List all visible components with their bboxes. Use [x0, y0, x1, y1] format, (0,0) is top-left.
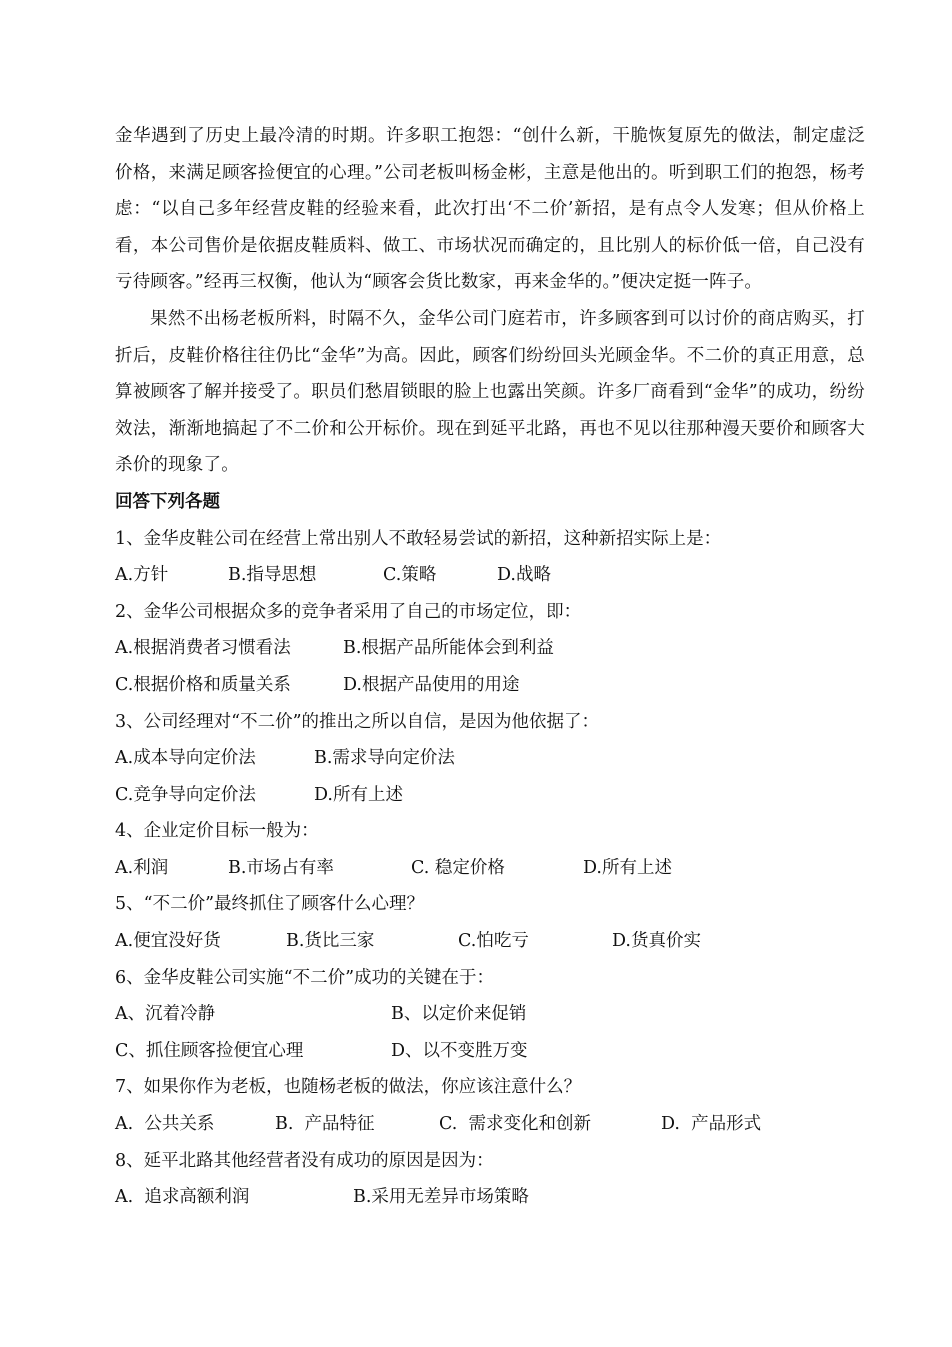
question-8-options	[115, 1179, 865, 1216]
option-c: C.策略	[383, 565, 437, 586]
option-c: C. 需求变化和创新	[439, 1114, 591, 1135]
option-c: C.根据价格和质量关系	[115, 674, 291, 695]
question-3-options-row-1	[115, 740, 865, 777]
option-b: B.货比三家	[286, 931, 375, 952]
question-7: 7、如果你作为老板，也随杨老板的做法，你应该注意什么？	[115, 1077, 582, 1098]
option-b: B.需求导向定价法	[314, 748, 455, 769]
option-a: A、沉着冷静	[115, 1004, 216, 1025]
option-c: C.怕吃亏	[458, 931, 529, 952]
passage-paragraph-1: 金华遇到了历史上最冷清的时期。许多职工抱怨：“创什么新，干脆恢复原先的做法，制定虚泛价格，来满足顾客捡便宜的心理。”公司老板叫杨金彬，主意是他出的。听到职工们的抱怨，杨考虑：“以自己多年经营皮鞋的经验来看，此次打出‘不二价’新招，是有点令人发寒；但从价格上看，本公司售价是依据皮鞋质料、做工、市场状况而确定的，且比别人的标价低一倍，自己没有亏待顾客。”经再三权衡，他认为“顾客会货比数家，再来金华的。”便决定挺一阵子。	[115, 126, 865, 293]
question-6: 6、金华皮鞋公司实施“不二价”成功的关键在于：	[115, 967, 495, 988]
question-2-options-row-1	[115, 630, 865, 667]
option-c: C.竞争导向定价法	[115, 784, 256, 805]
question-1: 1、金华皮鞋公司在经营上常出别人不敢轻易尝试的新招，这种新招实际上是：	[115, 528, 722, 549]
option-b: B.根据产品所能体会到利益	[343, 638, 554, 659]
option-a: A. 公共关系	[115, 1114, 215, 1135]
question-6-options-row-2	[115, 1033, 865, 1070]
question-7-options	[115, 1106, 865, 1143]
option-a: A.根据消费者习惯看法	[115, 638, 291, 659]
option-a: A.成本导向定价法	[115, 748, 256, 769]
option-d: D.所有上述	[583, 857, 672, 878]
option-c: C. 稳定价格	[411, 857, 505, 878]
option-a: A.利润	[115, 857, 169, 878]
option-d: D. 产品形式	[661, 1114, 762, 1135]
question-5-options	[115, 923, 865, 960]
option-d: D、以不变胜万变	[391, 1040, 528, 1061]
option-d: D.货真价实	[612, 931, 701, 952]
questions-heading: 回答下列各题	[115, 491, 220, 512]
option-a: A. 追求高额利润	[115, 1187, 250, 1208]
option-b: B.市场占有率	[228, 857, 334, 878]
question-2: 2、金华公司根据众多的竞争者采用了自己的市场定位，即：	[115, 601, 582, 622]
option-b: B. 产品特征	[275, 1114, 375, 1135]
question-3: 3、公司经理对“不二价”的推出之所以自信，是因为他依据了：	[115, 711, 600, 732]
question-4: 4、企业定价目标一般为：	[115, 821, 319, 842]
question-3-options-row-2	[115, 777, 865, 814]
option-d: D.所有上述	[314, 784, 403, 805]
option-b: B、以定价来促销	[391, 1004, 527, 1025]
question-5: 5、“不二价”最终抓住了顾客什么心理？	[115, 894, 425, 915]
option-c: C、抓住顾客捡便宜心理	[115, 1040, 304, 1061]
question-8: 8、延平北路其他经营者没有成功的原因是因为：	[115, 1150, 494, 1171]
option-a: A.方针	[115, 565, 169, 586]
option-d: D.根据产品使用的用途	[343, 674, 520, 695]
question-4-options	[115, 850, 865, 887]
question-1-options	[115, 557, 865, 594]
option-a: A.便宜没好货	[115, 931, 221, 952]
option-d: D.战略	[497, 565, 551, 586]
option-b: B.指导思想	[228, 565, 317, 586]
document-content	[115, 118, 865, 1216]
passage-paragraph-2: 果然不出杨老板所料，时隔不久，金华公司门庭若市，许多顾客到可以讨价的商店购买，打折后，皮鞋价格往往仍比“金华”为高。因此，顾客们纷纷回头光顾金华。不二价的真正用意，总算被顾客了解并接受了。职员们愁眉锁眼的脸上也露出笑颜。许多厂商看到“金华”的成功，纷纷效法，渐渐地搞起了不二价和公开标价。现在到延平北路，再也不见以往那种漫天要价和顾客大杀价的现象了。	[115, 308, 865, 476]
question-6-options-row-1	[115, 996, 865, 1033]
option-b: B.采用无差异市场策略	[353, 1187, 529, 1208]
question-2-options-row-2	[115, 667, 865, 704]
